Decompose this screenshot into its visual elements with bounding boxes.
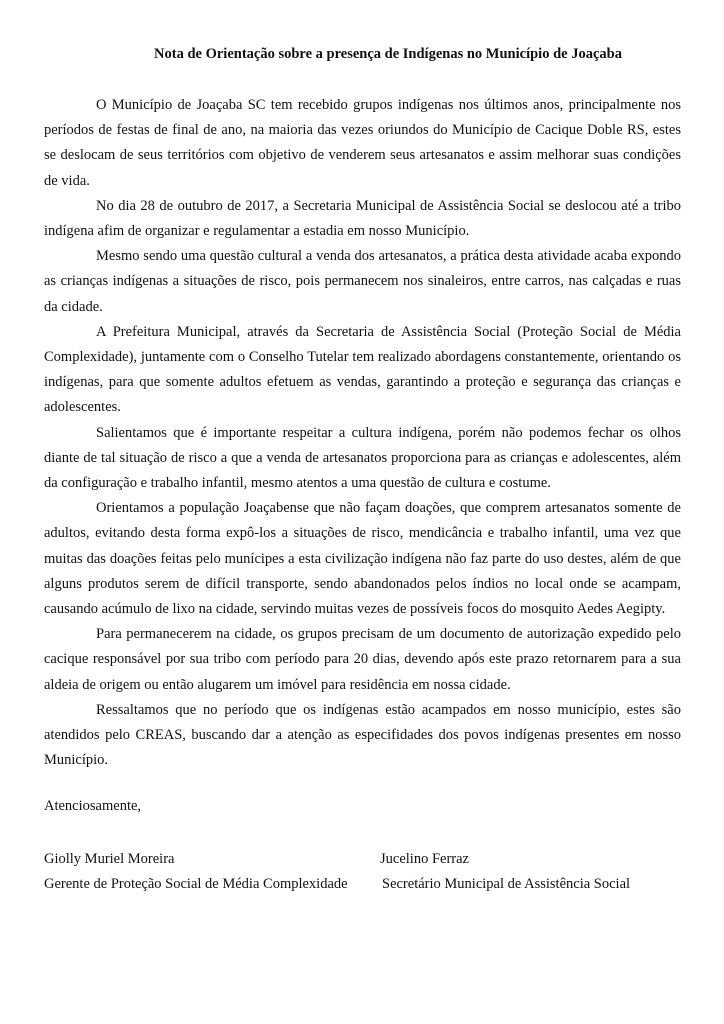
signatory-name: Jucelino Ferraz	[380, 851, 469, 867]
signature-block-left	[44, 847, 348, 897]
document-body	[44, 93, 681, 773]
signatory-name: Giolly Muriel Moreira	[44, 851, 175, 867]
paragraph: Para permanecerem na cidade, os grupos precisam de um documento de autorização expedido pelo cacique responsável por sua tribo com período para 20 dias, devendo após este prazo retornarem para a sua aldeia de origem ou então alugarem um imóvel para residência em nossa cidade.	[44, 626, 681, 693]
signatory-role: Secretário Municipal de Assistência Social	[382, 876, 631, 892]
closing-salutation: Atenciosamente,	[44, 798, 142, 814]
paragraph: No dia 28 de outubro de 2017, a Secretaria Municipal de Assistência Social se deslocou até a tribo indígena afim de organizar e regulamentar a estadia em nosso Município.	[44, 197, 681, 240]
paragraph: Ressaltamos que no período que os indígenas estão acampados em nosso município, estes são atendidos pelo CREAS, buscando dar a atenção as especifidades dos povos indígenas presentes em nosso Município.	[44, 701, 681, 769]
paragraph: Orientamos a população Joaçabense que não façam doações, que comprem artesanatos somente de adultos, evitando desta forma expô-los a situações de risco, mendicância e trabalho infantil, uma vez que muitas das doações feitas pelo munícipes a esta civilização indígena não faz parte do uso destes, além de que alguns produtos serem de difícil transporte, sendo abandonados pelos índios no local onde se acampam, causando acúmulo de lixo na cidade, servindo muitas vezes de possíveis focos do mosquito Aedes Aegipty.	[44, 500, 681, 618]
signature-block-right	[380, 847, 630, 897]
paragraph: Mesmo sendo uma questão cultural a venda dos artesanatos, a prática desta atividade acaba expondo as crianças indígenas a situações de risco, pois permanecem nos sinaleiros, entre carros, nas calçadas e ruas da cidade.	[44, 248, 681, 315]
paragraph: Salientamos que é importante respeitar a cultura indígena, porém não podemos fechar os olhos diante de tal situação de risco a que a venda de artesanatos proporciona para as crianças e adolescentes, além da configuração e trabalho infantil, mesmo atentos a uma questão de cultura e costume.	[44, 424, 681, 492]
paragraph: A Prefeitura Municipal, através da Secretaria de Assistência Social (Proteção Social de Média Complexidade), juntamente com o Conselho Tutelar tem realizado abordagens constantemente, orientando os indígenas, para que somente adultos efetuem as vendas, garantindo a proteção e segurança das crianças e adolescentes.	[44, 323, 681, 416]
signatory-role: Gerente de Proteção Social de Média Complexidade	[44, 876, 348, 892]
document-title: Nota de Orientação sobre a presença de Indígenas no Município de Joaçaba	[154, 46, 622, 62]
paragraph: O Município de Joaçaba SC tem recebido grupos indígenas nos últimos anos, principalmente nos períodos de festas de final de ano, na maioria das vezes oriundos do Município de Cacique Doble RS, estes se deslocam de seus territórios com objetivo de venderem seus artesanatos e assim melhorar suas condições de vida.	[44, 97, 681, 189]
